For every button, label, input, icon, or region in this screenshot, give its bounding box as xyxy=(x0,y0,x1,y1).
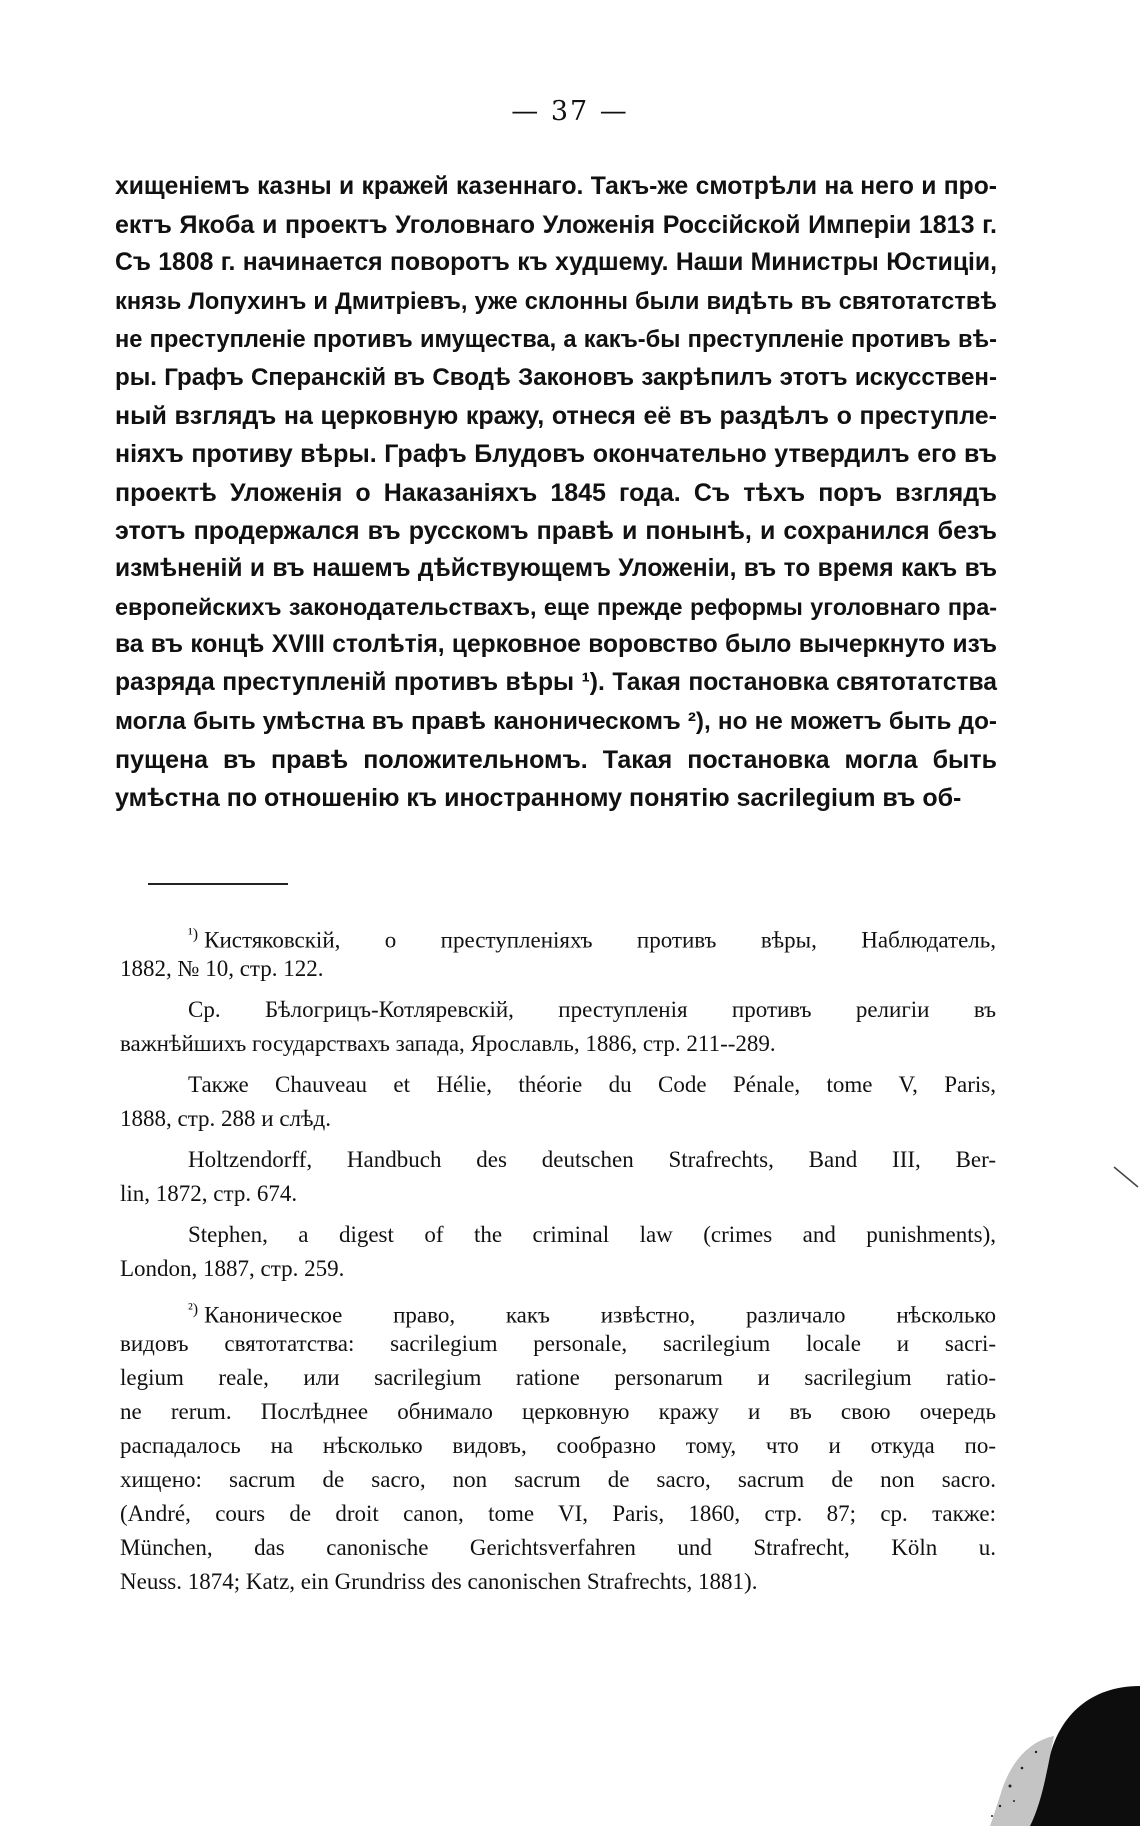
footnote-line xyxy=(120,1102,996,1136)
text-line: ный взглядъ на церковную кражу, отнеся её въ раздѣлъ о преступле- xyxy=(115,402,997,431)
footnote xyxy=(120,1143,996,1211)
text-line: пущена въ правѣ положительномъ. Такая постановка могла быть xyxy=(115,745,997,774)
footnote-line xyxy=(120,993,996,1027)
footnote-text: legium reale, или sacrilegium ratione personarum и sacrilegium ratio- xyxy=(120,1365,996,1390)
footnote-text: Также Chauveau et Hélie, théorie du Code Pénale, tome V, Paris, xyxy=(188,1072,996,1097)
footnote-text: Кистяковскій, о преступленіяхъ противъ вѣры, Наблюдатель, xyxy=(204,927,996,953)
footnote-line xyxy=(120,1395,996,1429)
text-line: ры. Графъ Сперанскій въ Сводѣ Законовъ закрѣпилъ этотъ искусствен- xyxy=(115,363,997,391)
footnote-text: видовъ святотатства: sacrilegium personale, sacrilegium locale и sacri- xyxy=(120,1331,996,1356)
text-line: проектѣ Уложенія о Наказаніяхъ 1845 года. Съ тѣхъ поръ взглядъ xyxy=(115,478,997,507)
footnote-text: (André, cours de droit canon, tome VI, Paris, 1860, стр. 87; ср. также: xyxy=(120,1501,996,1526)
footnote xyxy=(120,918,996,986)
footnote xyxy=(120,993,996,1061)
footnote-line xyxy=(120,1463,996,1497)
footnote-text: важнѣйшихъ государствахъ запада, Ярославль, 1886, стр. 211--289. xyxy=(120,1031,776,1056)
footnotes xyxy=(120,918,996,1606)
footnote-text: хищено: sacrum de sacro, non sacrum de sacro, sacrum de non sacro. xyxy=(120,1467,996,1492)
footnote-text: lin, 1872, стр. 674. xyxy=(120,1181,298,1206)
footnote-text: Neuss. 1874; Katz, ein Grundriss des canonischen Strafrechts, 1881). xyxy=(120,1569,758,1594)
text-line: ва въ концѣ XVIII столѣтія, церковное воровство было вычеркнуто изъ xyxy=(115,631,997,659)
footnote-line xyxy=(120,1218,996,1252)
footnote-line xyxy=(120,1252,996,1286)
main-text xyxy=(115,168,997,817)
text-line: измѣненій и въ нашемъ дѣйствующемъ Уложеніи, въ то время какъ въ xyxy=(115,554,997,582)
footnote-marker: ²) xyxy=(188,1301,199,1318)
footnote xyxy=(120,1068,996,1136)
footnote-text: Holtzendorff, Handbuch des deutschen Strafrechts, Band III, Ber- xyxy=(188,1147,996,1172)
footnote-text: ne rerum. Послѣднее обнимало церковную кражу и въ свою очередь xyxy=(120,1399,996,1424)
footnote-text: 1882, № 10, стр. 122. xyxy=(120,956,324,981)
footnote-line xyxy=(120,1177,996,1211)
footnote-line xyxy=(120,1027,996,1061)
text-line: князь Лопухинъ и Дмитріевъ, уже склонны были видѣть въ святотатствѣ xyxy=(115,288,997,315)
footnote-text: München, das canonische Gerichtsverfahren und Strafrecht, Köln u. xyxy=(120,1535,996,1560)
page-number: — 37 — xyxy=(511,96,629,127)
scan-corner-shadow xyxy=(970,1666,1140,1826)
text-line: европейскихъ законодательствахъ, еще прежде реформы уголовнаго пра- xyxy=(115,594,997,621)
scan-artifact-mark xyxy=(1112,1165,1140,1189)
footnote xyxy=(120,1218,996,1286)
text-line: не преступленіе противъ имущества, а какъ-бы преступленіе противъ вѣ- xyxy=(115,326,997,353)
footnote-rule xyxy=(148,883,288,885)
footnote-text: 1888, стр. 288 и слѣд. xyxy=(120,1106,331,1131)
text-line: могла быть умѣстна въ правѣ каноническомъ ²), но не можетъ быть до- xyxy=(115,707,997,735)
footnote-text: Stephen, a digest of the criminal law (crimes and punishments), xyxy=(188,1222,996,1247)
footnote-line xyxy=(120,918,996,952)
footnote-text: Ср. Бѣлогрицъ-Котляревскій, преступленія противъ религіи въ xyxy=(188,997,996,1022)
text-line: ектъ Якоба и проектъ Уголовнаго Уложенія Россійской Имперіи 1813 г. xyxy=(115,211,997,240)
footnote xyxy=(120,1293,996,1599)
footnote-line xyxy=(120,1068,996,1102)
footnote-line xyxy=(120,1361,996,1395)
text-line: этотъ продержался въ русскомъ правѣ и понынѣ, и сохранился безъ xyxy=(115,516,997,545)
text-line: Съ 1808 г. начинается поворотъ къ худшему. Наши Министры Юстиціи, xyxy=(115,249,997,277)
footnote-line xyxy=(120,1293,996,1327)
text-line: разряда преступленій противъ вѣры ¹). Такая постановка святотатства xyxy=(115,669,997,697)
footnote-line xyxy=(120,1429,996,1463)
footnote-marker: ¹) xyxy=(188,926,199,943)
footnote-text: Каноническое право, какъ извѣстно, различало нѣсколько xyxy=(204,1302,996,1328)
text-line: умѣстна по отношенію къ иностранному понятію sacrilegium въ об- xyxy=(115,784,962,812)
footnote-line xyxy=(120,1565,996,1599)
footnote-line xyxy=(120,1143,996,1177)
footnote-line xyxy=(120,1531,996,1565)
footnote-line xyxy=(120,1327,996,1361)
text-line: хищеніемъ казны и кражей казеннаго. Такъ-же смотрѣли на него и про- xyxy=(115,173,997,200)
text-line: ніяхъ противу вѣры. Графъ Блудовъ окончательно утвердилъ его въ xyxy=(115,440,997,469)
footnote-text: London, 1887, стр. 259. xyxy=(120,1256,345,1281)
footnote-line xyxy=(120,952,996,986)
footnote-line xyxy=(120,1497,996,1531)
footnote-text: распадалось на нѣсколько видовъ, сообразно тому, что и откуда по- xyxy=(120,1433,996,1458)
